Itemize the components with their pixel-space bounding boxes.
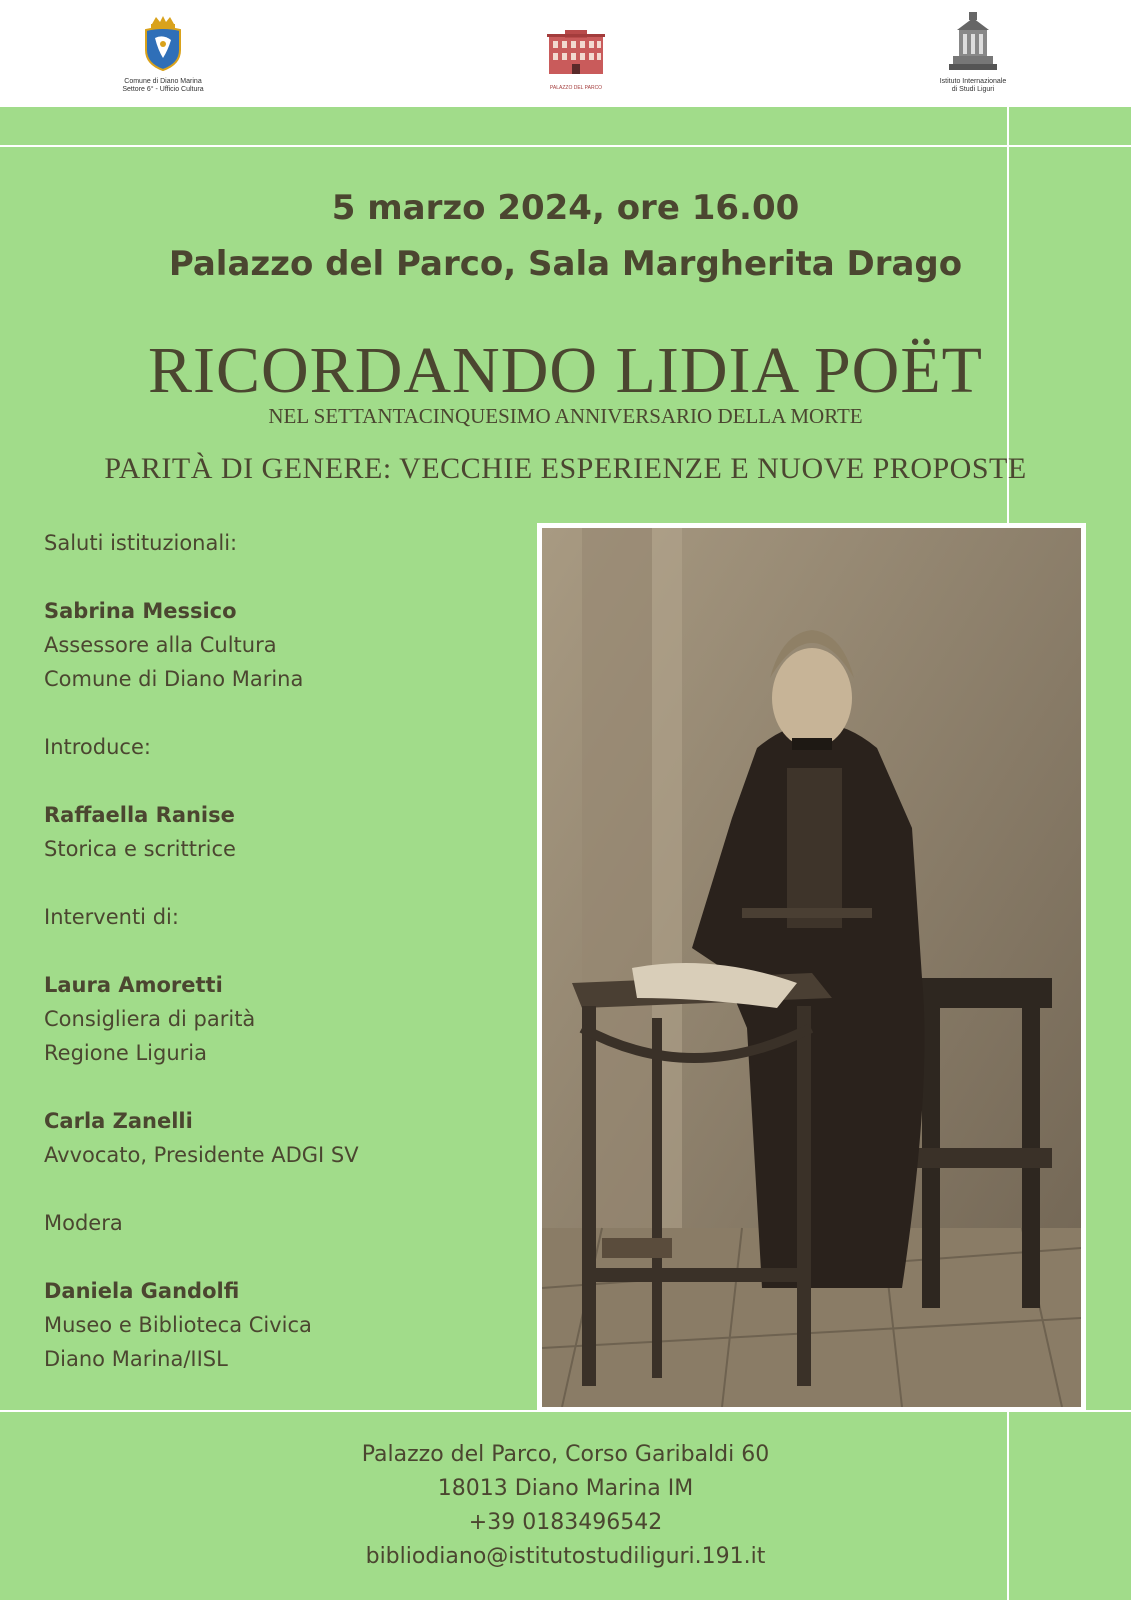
event-venue: Palazzo del Parco, Sala Margherita Drago [168,244,963,284]
email-address: bibliodiano@istitutostudiliguri.191.it [365,1544,766,1569]
divider-upper [0,145,1131,147]
programme-list [44,526,514,1376]
speaker-role: Consigliera di parità [44,1007,256,1031]
talks-label: Interventi di: [44,905,179,929]
event-title: RICORDANDO LIDIA POËT [148,334,983,407]
greetings-label: Saluti istituzionali: [44,531,238,555]
speaker-name: Daniela Gandolfi [44,1279,240,1303]
speaker-name: Raffaella Ranise [44,803,235,827]
comune-crest-icon [138,14,188,72]
speaker-role: Diano Marina/IISL [44,1347,228,1371]
intro-label: Introduce: [44,735,151,759]
iisl-logo [928,12,1018,94]
sepia-portrait-image [542,528,1081,1407]
divider-bottom [0,1410,1131,1412]
address-line: Palazzo del Parco, Corso Garibaldi 60 [361,1442,770,1467]
phone-number: +39 0183496542 [468,1510,663,1535]
portrait-photo [537,523,1086,1412]
comune-caption: Comune di Diano Marina Settore 6° - Ufficio Cultura [122,78,204,93]
palazzo-caption: PALAZZO DEL PARCO [549,85,603,91]
speaker-name: Sabrina Messico [44,599,237,623]
speaker-role: Storica e scrittrice [44,837,236,861]
speaker-name: Laura Amoretti [44,973,223,997]
palazzo-logo [540,28,612,92]
monument-icon [945,12,1001,72]
event-tagline: PARITÀ DI GENERE: VECCHIE ESPERIENZE E NUOVE PROPOSTE [104,452,1027,485]
comune-logo [118,14,208,94]
speaker-role: Museo e Biblioteca Civica [44,1313,312,1337]
event-subtitle: NEL SETTANTACINQUESIMO ANNIVERSARIO DELLA MORTE [268,404,863,428]
speaker-name: Carla Zanelli [44,1109,193,1133]
speaker-role: Regione Liguria [44,1041,207,1065]
speaker-role: Comune di Diano Marina [44,667,304,691]
event-date: 5 marzo 2024, ore 16.00 [331,188,800,228]
divider-top [0,105,1131,107]
contact-footer [0,1438,1131,1574]
speaker-role: Avvocato, Presidente ADGI SV [44,1143,359,1167]
city-line: 18013 Diano Marina IM [437,1476,694,1501]
speaker-role: Assessore alla Cultura [44,633,277,657]
iisl-caption: Istituto Internazionale di Studi Liguri [939,78,1007,93]
moderator-label: Modera [44,1211,123,1235]
palazzo-building-icon [541,28,611,80]
header-bar [0,0,1131,105]
